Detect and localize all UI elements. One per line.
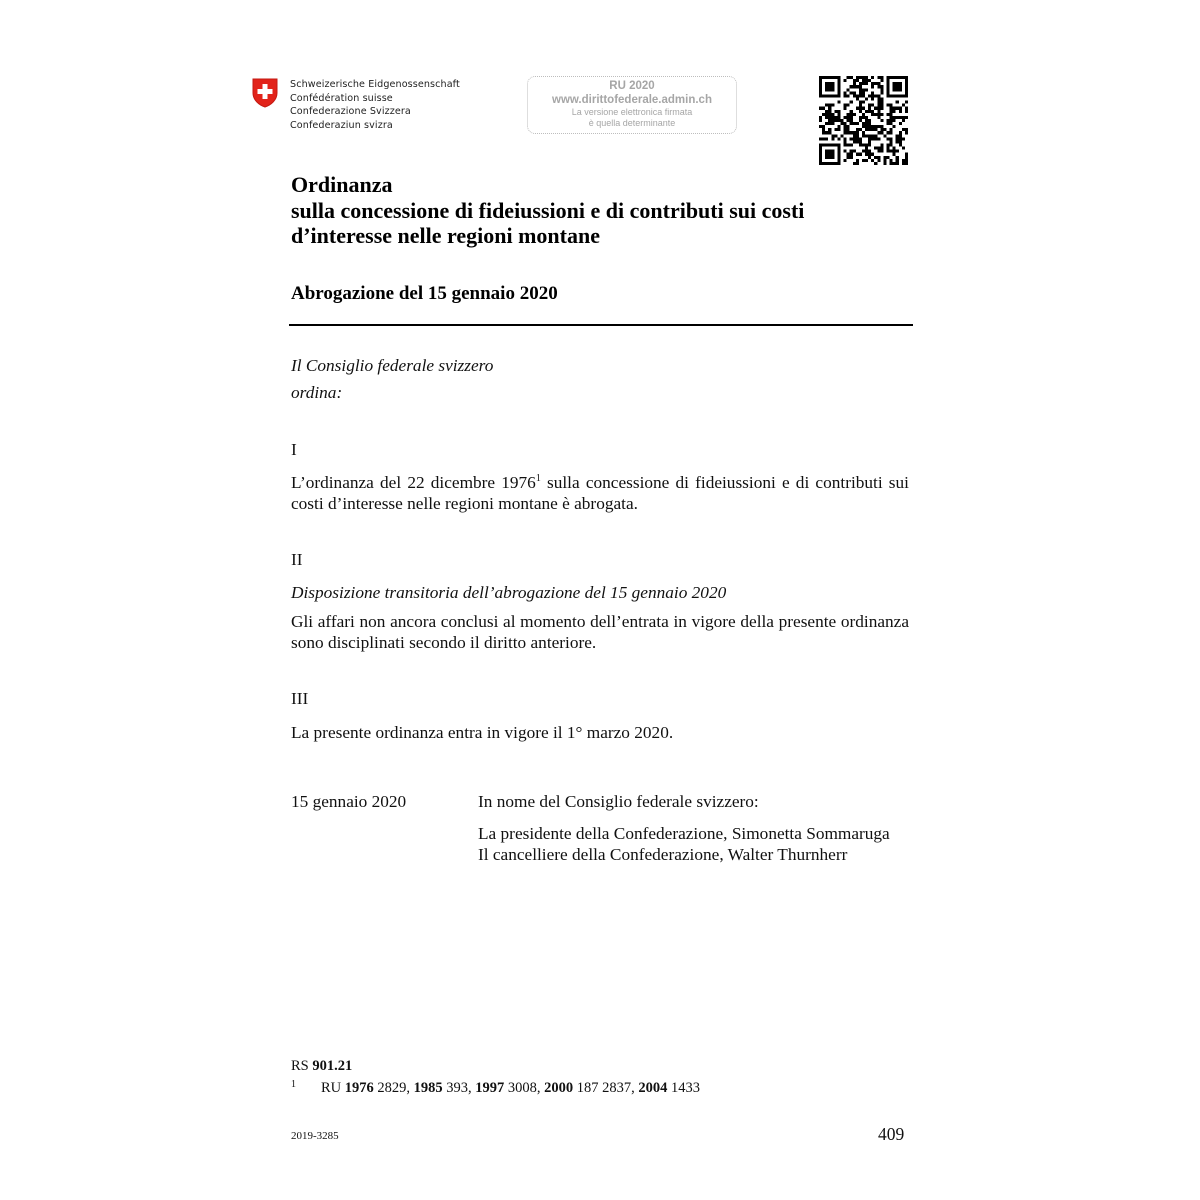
section-1-text-after: sulla concessione di fideiussioni e di contributi sui costi d’interesse nelle regioni montane è abrogata. (291, 473, 909, 513)
section-number-2: II (291, 550, 303, 569)
section-2-text: Gli affari non ancora conclusi al momento dell’entrata in vigore della presente ordinanza sono disciplinati secondo il diritto anteriore. (291, 612, 909, 652)
section-number-3: III (291, 689, 309, 708)
section-3-text: La presente ordinanza entra in vigore il 1° marzo 2020. (291, 723, 674, 742)
official-publication-stamp (527, 76, 737, 134)
signature-chancellor: Il cancelliere della Confederazione, Walter Thurnherr (478, 845, 848, 864)
footnote-pages: 3008, (504, 1080, 545, 1096)
document-title (291, 172, 804, 249)
footnote-pages: 1433 (667, 1080, 701, 1096)
document-number: 2019-3285 (291, 1130, 339, 1142)
rs-prefix: RS (291, 1058, 313, 1074)
footnote-number: 1 (291, 1079, 296, 1090)
footnote-year: 2000 (544, 1080, 574, 1096)
signature-president: La presidente della Confederazione, Simonetta Sommaruga (478, 824, 890, 843)
title-divider (289, 324, 913, 326)
footnote-pages: 187 2837, (573, 1080, 639, 1096)
confederation-name-rm: Confederaziun svizra (290, 119, 393, 131)
footnote-text (321, 1080, 700, 1096)
section-number-1: I (291, 440, 297, 459)
title-line-2: sulla concessione di fideiussioni e di contributi sui costi (291, 197, 805, 223)
stamp-line-1: RU 2020 (609, 80, 655, 92)
page-number: 409 (878, 1124, 905, 1144)
title-line-1: Ordinanza (291, 172, 393, 197)
confederation-name-fr: Confédération suisse (290, 92, 393, 104)
stamp-line-4: è quella determinante (588, 118, 676, 128)
footnote-ref-1[interactable]: 1 (535, 473, 541, 484)
preamble-line-1: Il Consiglio federale svizzero (291, 356, 494, 375)
section-1-text-before: L’ordinanza del 22 dicembre 1976 (291, 473, 536, 492)
footnote-year: 2004 (638, 1080, 668, 1096)
confederation-name-it: Confederazione Svizzera (290, 106, 411, 118)
footnote-year: 1997 (475, 1080, 505, 1096)
signature-date: 15 gennaio 2020 (291, 792, 407, 811)
footnote-year: 1985 (413, 1080, 443, 1096)
title-line-3: d’interesse nelle regioni montane (291, 223, 600, 248)
footnote-year: 1976 (344, 1080, 374, 1096)
footnote-pages: 393, (442, 1080, 476, 1096)
confederation-names (290, 78, 460, 132)
rs-reference (291, 1058, 352, 1075)
confederation-name-de: Schweizerische Eidgenossenschaft (290, 79, 460, 90)
stamp-url: www.dirittofederale.admin.ch (552, 94, 712, 106)
rs-number: 901.21 (312, 1058, 353, 1074)
footnote-pages: 2829, (373, 1080, 414, 1096)
preamble-line-2: ordina: (291, 383, 343, 402)
section-2-heading: Disposizione transitoria dell’abrogazione del 15 gennaio 2020 (291, 583, 727, 602)
stamp-line-3: La versione elettronica firmata (571, 107, 693, 117)
document-subtitle: Abrogazione del 15 gennaio 2020 (291, 283, 558, 304)
qr-code-icon (819, 76, 908, 165)
section-1-text (291, 472, 909, 514)
footnote-1 (291, 1079, 700, 1097)
swiss-cross-shield-icon (252, 78, 278, 108)
footnote-pages: RU (321, 1080, 345, 1096)
qr-code-modules (819, 76, 908, 165)
signature-line-1: In nome del Consiglio federale svizzero: (478, 792, 759, 811)
